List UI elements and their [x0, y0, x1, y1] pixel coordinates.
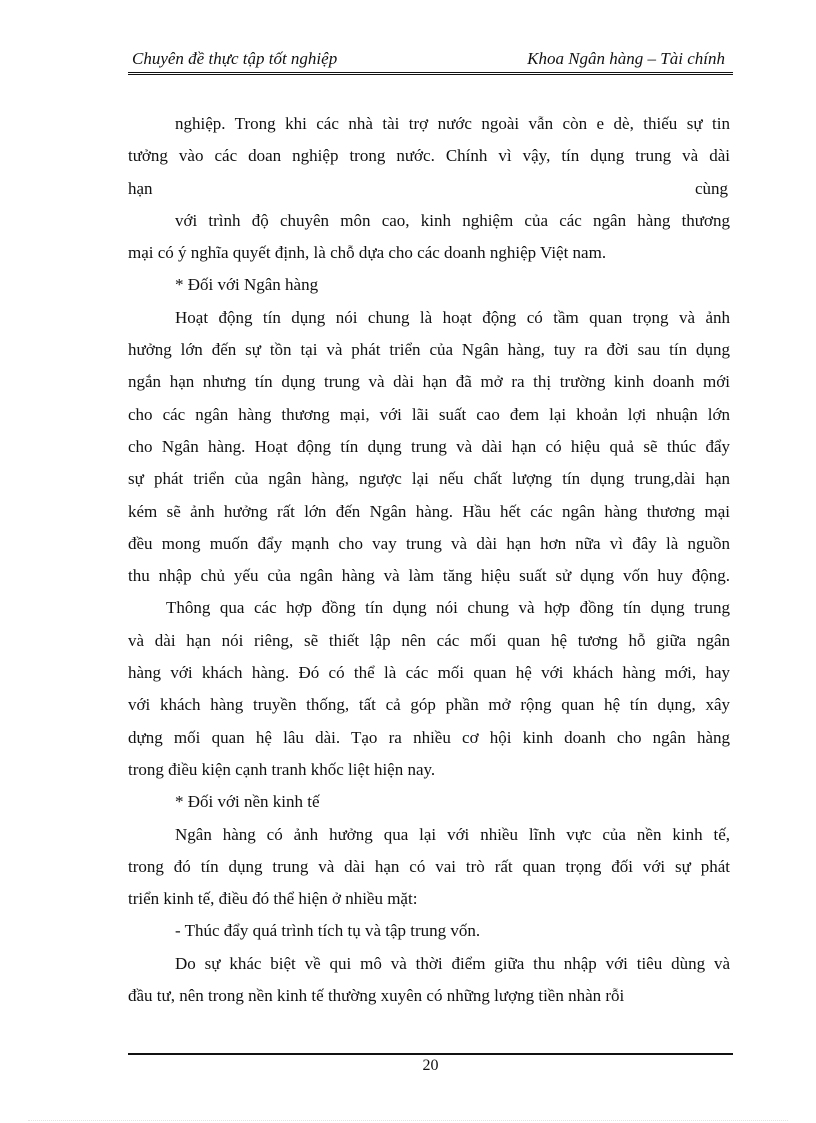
page-header	[128, 48, 733, 72]
text-line: đầu tư, nên trong nền kinh tế thường xuyên có những lượng tiền nhàn rỗi	[128, 986, 625, 1006]
text-line: cho các ngân hàng thương mại, với lãi suất cao đem lại khoản lợi nhuận lớn	[128, 404, 730, 424]
text-line: Hoạt động tín dụng nói chung là hoạt động có tầm quan trọng và ảnh	[175, 307, 730, 327]
section-heading: * Đối với nền kinh tế	[175, 792, 320, 812]
text-line: mại có ý nghĩa quyết định, là chỗ dựa cho các doanh nghiệp Việt nam.	[128, 243, 607, 263]
list-item: - Thúc đẩy quá trình tích tụ và tập trung vốn.	[175, 921, 481, 941]
text-line: với khách hàng truyền thống, tất cả góp phần mở rộng quan hệ tín dụng, xây	[128, 695, 730, 715]
text-line: ngắn hạn nhưng tín dụng trung và dài hạn đã mở ra thị trường kinh doanh mới	[128, 372, 730, 392]
text-line: triển kinh tế, điều đó thể hiện ở nhiều mặt:	[128, 889, 418, 909]
text-line: hưởng lớn đến sự tồn tại và phát triển của Ngân hàng, tuy ra đời sau tín dụng	[128, 340, 730, 360]
header-faculty-name: Khoa Ngân hàng – Tài chính	[527, 49, 725, 68]
text-line: tưởng vào các doan nghiệp trong nước. Chính vì vậy, tín dụng trung và dài	[128, 146, 730, 166]
page-edge-dotted-line	[28, 1120, 788, 1121]
text-line: Thông qua các hợp đồng tín dụng nói chung và hợp đồng tín dụng trung	[166, 598, 730, 618]
text-line: Do sự khác biệt về qui mô và thời điểm giữa thu nhập với tiêu dùng và	[175, 953, 730, 973]
text-line: trong điều kiện cạnh tranh khốc liệt hiện nay.	[128, 759, 436, 779]
text-line: hàng với khách hàng. Đó có thể là các mối quan hệ với khách hàng mới, hay	[128, 663, 730, 683]
header-divider	[128, 72, 733, 75]
text-line: Ngân hàng có ảnh hưởng qua lại với nhiều lĩnh vực của nền kinh tế,	[175, 824, 730, 844]
text-line: thu nhập chủ yếu của ngân hàng và làm tăng hiệu suất sử dụng vốn huy động.	[128, 566, 730, 586]
text-line: đều mong muốn đẩy mạnh cho vay trung và dài hạn hơn nữa vì đây là nguồn	[128, 533, 730, 553]
text-fragment: hạn	[128, 178, 153, 198]
text-line: trong đó tín dụng trung và dài hạn có vai trò rất quan trọng đối với sự phát	[128, 856, 730, 876]
text-line: sự phát triển của ngân hàng, ngược lại nếu chất lượng tín dụng trung,dài hạn	[128, 469, 730, 489]
text-line: kém sẽ ảnh hưởng rất lớn đến Ngân hàng. Hầu hết các ngân hàng thương mại	[128, 501, 730, 521]
text-line: cho Ngân hàng. Hoạt động tín dụng trung và dài hạn có hiệu quả sẽ thúc đẩy	[128, 436, 730, 456]
text-fragment: cùng	[694, 178, 728, 198]
section-heading: * Đối với Ngân hàng	[175, 275, 319, 295]
text-line: với trình độ chuyên môn cao, kinh nghiệm của các ngân hàng thương	[175, 210, 730, 230]
text-line	[128, 173, 730, 205]
text-line: và dài hạn nói riêng, sẽ thiết lập nên các mối quan hệ tương hỗ giữa ngân	[128, 630, 730, 650]
footer-divider	[128, 1053, 733, 1055]
text-line: nghiệp. Trong khi các nhà tài trợ nước ngoài vẫn còn e dè, thiếu sự tin	[175, 114, 730, 133]
body-text	[128, 108, 730, 1012]
text-line: dựng mối quan hệ lâu dài. Tạo ra nhiều cơ hội kinh doanh cho ngân hàng	[128, 727, 730, 747]
header-thesis-title: Chuyên đề thực tập tốt nghiệp	[132, 49, 338, 68]
page-number: 20	[422, 1057, 439, 1074]
